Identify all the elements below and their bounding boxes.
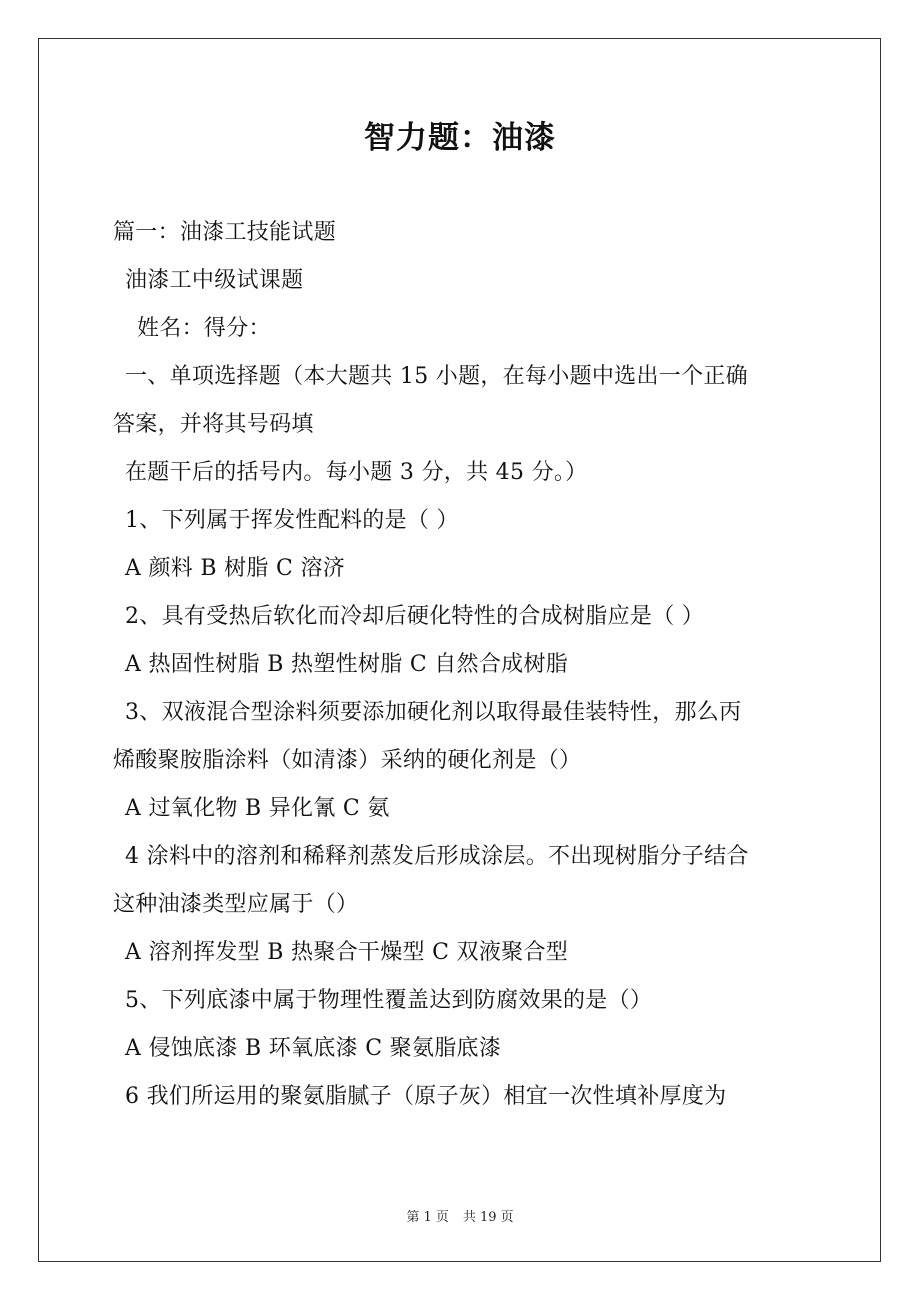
- page-total: 共 19 页: [462, 1210, 514, 1225]
- page-footer: [0, 1206, 920, 1225]
- document-body: [113, 209, 813, 1121]
- question: 1、下列属于挥发性配料的是（ ）: [125, 508, 459, 533]
- question-continued: 烯酸聚胺脂涂料（如清漆）采纳的硬化剂是（）: [113, 748, 582, 773]
- page-number: 第 1 页: [406, 1210, 449, 1225]
- answer-options: A 溶剂挥发型 B 热聚合干燥型 C 双液聚合型: [125, 940, 569, 965]
- question: 3、双液混合型涂料须要添加硬化剂以取得最佳装特性，那么丙: [125, 700, 742, 725]
- answer-options: A 颜料 B 树脂 C 溶济: [125, 556, 346, 581]
- instructions-line: 一、单项选择题（本大题共 15 小题，在每小题中选出一个正确: [125, 364, 748, 389]
- name-score-line: 姓名：得分：: [137, 316, 271, 341]
- exam-title: 油漆工中级试课题: [125, 268, 304, 293]
- section-heading: 篇一：油漆工技能试题: [113, 220, 337, 245]
- question: 2、具有受热后软化而冷却后硬化特性的合成树脂应是（ ）: [125, 604, 705, 629]
- instructions-line: 答案，并将其号码填: [113, 412, 314, 437]
- answer-options: A 热固性树脂 B 热塑性树脂 C 自然合成树脂: [125, 652, 569, 677]
- answer-options: A 侵蚀底漆 B 环氧底漆 C 聚氨脂底漆: [125, 1036, 502, 1061]
- question-continued: 这种油漆类型应属于（）: [113, 892, 359, 917]
- instructions-line: 在题干后的括号内。每小题 3 分，共 45 分。）: [125, 460, 588, 485]
- question: 6 我们所运用的聚氨脂腻子（原子灰）相宜一次性填补厚度为: [125, 1084, 727, 1109]
- document-title: 智力题：油漆: [364, 120, 556, 156]
- answer-options: A 过氧化物 B 异化氰 C 氨: [125, 796, 390, 821]
- question: 4 涂料中的溶剂和稀释剂蒸发后形成涂层。不出现树脂分子结合: [125, 844, 749, 869]
- question: 5、下列底漆中属于物理性覆盖达到防腐效果的是（）: [125, 988, 653, 1013]
